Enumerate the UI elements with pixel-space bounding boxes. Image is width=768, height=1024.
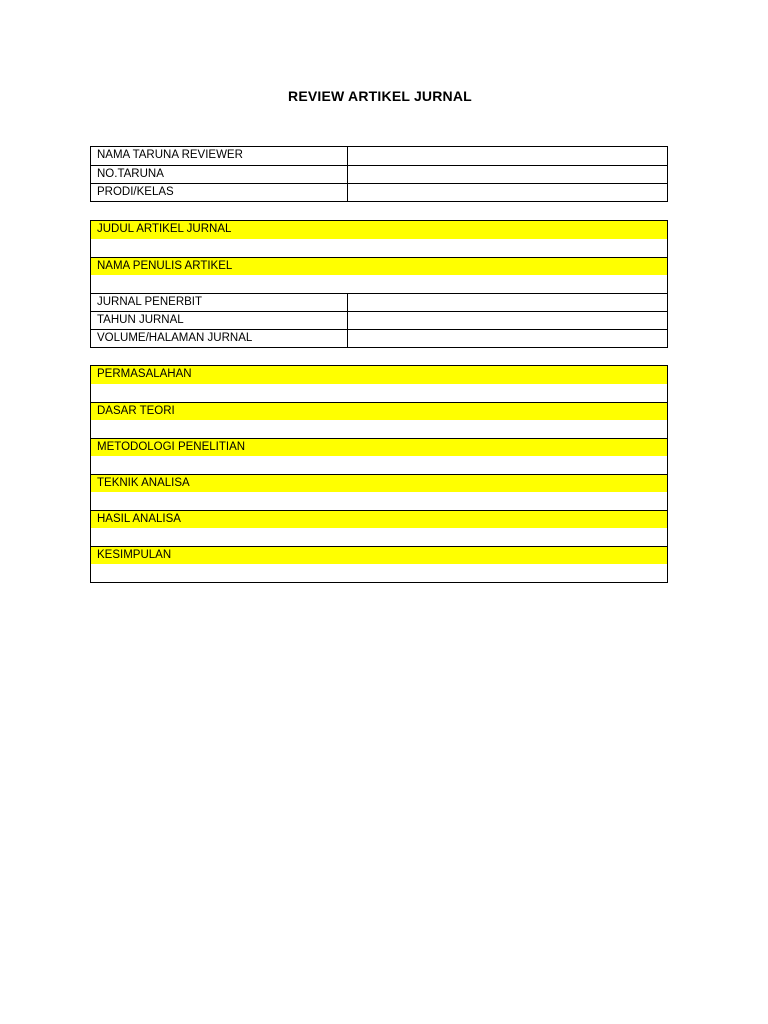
problem-field[interactable] bbox=[91, 384, 667, 402]
journal-publisher-field[interactable] bbox=[348, 294, 667, 311]
conclusion-field[interactable] bbox=[91, 564, 667, 582]
reviewer-name-label: NAMA TARUNA REVIEWER bbox=[91, 147, 348, 165]
analysis-result-field[interactable] bbox=[91, 528, 667, 546]
problem-heading: PERMASALAHAN bbox=[91, 366, 667, 384]
program-class-field[interactable] bbox=[348, 184, 667, 201]
article-title-heading: JUDUL ARTIKEL JURNAL bbox=[91, 221, 667, 239]
article-author-heading: NAMA PENULIS ARTIKEL bbox=[91, 257, 667, 275]
journal-volume-field[interactable] bbox=[348, 330, 667, 347]
methodology-heading: METODOLOGI PENELITIAN bbox=[91, 438, 667, 456]
article-title-field[interactable] bbox=[91, 239, 667, 257]
analysis-technique-heading: TEKNIK ANALISA bbox=[91, 474, 667, 492]
table-row bbox=[91, 165, 667, 183]
student-number-label: NO.TARUNA bbox=[91, 166, 348, 183]
conclusion-heading: KESIMPULAN bbox=[91, 546, 667, 564]
journal-volume-label: VOLUME/HALAMAN JURNAL bbox=[91, 330, 348, 347]
table-row bbox=[91, 329, 667, 347]
student-number-field[interactable] bbox=[348, 166, 667, 183]
article-author-field[interactable] bbox=[91, 275, 667, 293]
analysis-technique-field[interactable] bbox=[91, 492, 667, 510]
table-row bbox=[91, 293, 667, 311]
analysis-result-heading: HASIL ANALISA bbox=[91, 510, 667, 528]
journal-year-field[interactable] bbox=[348, 312, 667, 329]
page-title: REVIEW ARTIKEL JURNAL bbox=[288, 88, 472, 104]
table-row bbox=[91, 183, 667, 201]
table-row bbox=[91, 147, 667, 165]
table-row bbox=[91, 311, 667, 329]
theory-field[interactable] bbox=[91, 420, 667, 438]
program-class-label: PRODI/KELAS bbox=[91, 184, 348, 201]
journal-publisher-label: JURNAL PENERBIT bbox=[91, 294, 348, 311]
journal-year-label: TAHUN JURNAL bbox=[91, 312, 348, 329]
theory-heading: DASAR TEORI bbox=[91, 402, 667, 420]
reviewer-name-field[interactable] bbox=[348, 147, 667, 165]
methodology-field[interactable] bbox=[91, 456, 667, 474]
review-content-table bbox=[90, 365, 668, 583]
article-info-table bbox=[90, 220, 668, 348]
reviewer-info-table bbox=[90, 146, 668, 202]
